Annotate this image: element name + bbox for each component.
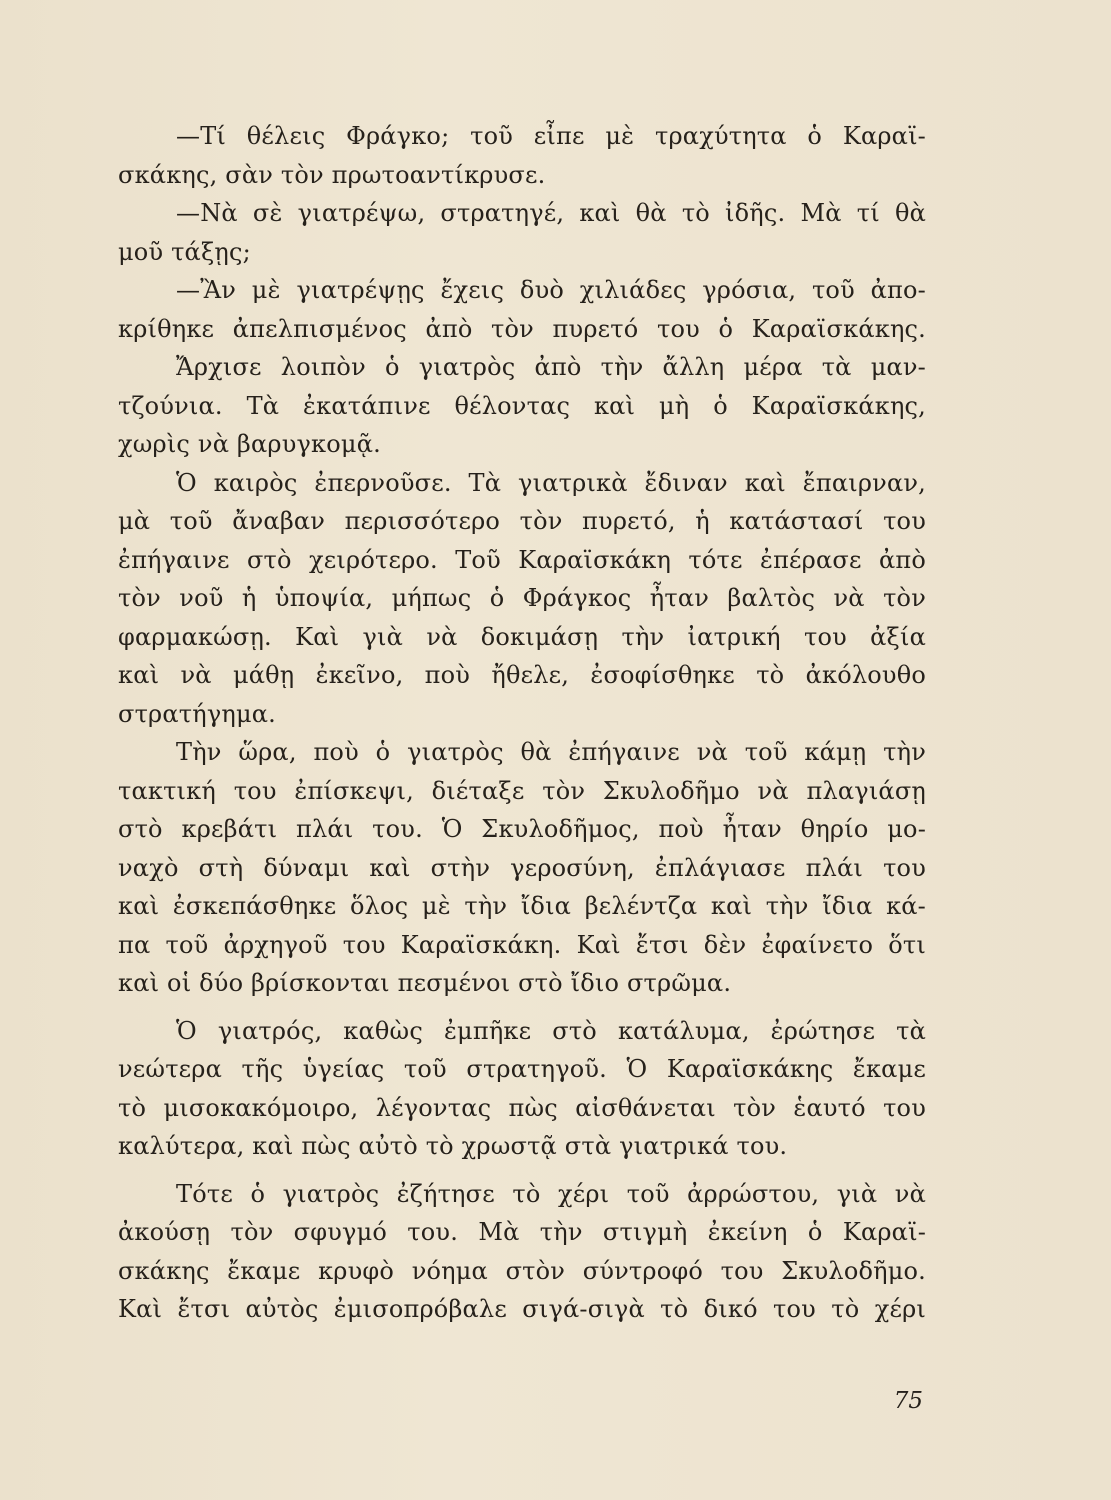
text-line: Καὶ ἔτσι αὐτὸς ἐμισοπρόβαλε σιγά-σιγὰ τὸ δικό του τὸ χέρι [118, 1295, 926, 1323]
text-line: νεώτερα τῆς ὑγείας τοῦ στρατηγοῦ. Ὁ Καραϊσκάκης ἔκαμε [118, 1055, 926, 1083]
text-line: σκάκης ἔκαμε κρυφὸ νόημα στὸν σύντροφό του Σκυλοδῆμο. [118, 1256, 926, 1285]
text-line: καὶ νὰ μάθῃ ἐκεῖνο, ποὺ ἤθελε, ἐσοφίσθηκε τὸ ἀκόλουθο [118, 661, 926, 689]
text-line: Τὴν ὥρα, ποὺ ὁ γιατρὸς θὰ ἐπήγαινε νὰ τοῦ κάμῃ τὴν [176, 738, 926, 766]
text-line: Τότε ὁ γιατρὸς ἐζήτησε τὸ χέρι τοῦ ἀρρώστου, γιὰ νὰ [176, 1179, 926, 1208]
text-line: ἐπήγαινε στὸ χειρότερο. Τοῦ Καραϊσκάκη τότε ἐπέρασε ἀπὸ [118, 545, 926, 574]
text-line: Ὁ γιατρός, καθὼς ἐμπῆκε στὸ κατάλυμα, ἐρώτησε τὰ [176, 1016, 926, 1045]
text-line: ναχὸ στὴ δύναμι καὶ στὴν γεροσύνη, ἐπλάγιασε πλάι του [118, 853, 926, 882]
text-line: Ἄρχισε λοιπὸν ὁ γιατρὸς ἀπὸ τὴν ἄλλη μέρα τὰ μαν- [176, 353, 926, 381]
text-line: καὶ οἱ δύο βρίσκονται πεσμένοι στὸ ἴδιο στρῶμα. [118, 969, 732, 997]
text-line: —Τί θέλεις Φράγκο; τοῦ εἶπε μὲ τραχύτητα ὁ Καραϊ- [176, 122, 926, 150]
text-line: μὰ τοῦ ἄναβαν περισσότερο τὸν πυρετό, ἡ κατάστασί του [118, 507, 926, 535]
text-line: τὸ μισοκακόμοιρο, λέγοντας πὼς αἰσθάνεται τὸν ἑαυτό του [118, 1093, 926, 1122]
page-number: 75 [893, 1388, 923, 1414]
text-line: τζούνια. Τὰ ἐκατάπινε θέλοντας καὶ μὴ ὁ Καραϊσκάκης, [118, 391, 926, 420]
text-line: Ὁ καιρὸς ἐπερνοῦσε. Τὰ γιατρικὰ ἔδιναν καὶ ἔπαιρναν, [176, 468, 926, 497]
text-line: τὸν νοῦ ἡ ὑποψία, μήπως ὁ Φράγκος ἦταν βαλτὸς νὰ τὸν [118, 584, 926, 612]
text-line: ἀκούσῃ τὸν σφυγμό του. Μὰ τὴν στιγμὴ ἐκείνη ὁ Καραϊ- [118, 1218, 926, 1246]
text-line: —Ἂν μὲ γιατρέψῃς ἔχεις δυὸ χιλιάδες γρόσια, τοῦ ἀπο- [176, 276, 926, 304]
text-line: σκάκης, σὰν τὸν πρωτοαντίκρυσε. [118, 160, 546, 189]
text-line: μοῦ τάξῃς; [118, 237, 251, 266]
text-line: καλύτερα, καὶ πὼς αὐτὸ τὸ χρωστᾷ στὰ γιατρικά του. [118, 1132, 788, 1160]
body-text [118, 117, 926, 1329]
text-line: καὶ ἐσκεπάσθηκε ὅλος μὲ τὴν ἴδια βελέντζα καὶ τὴν ἴδια κά- [118, 892, 926, 920]
text-line: χωρὶς νὰ βαρυγκομᾷ. [118, 430, 381, 458]
text-line: στρατήγημα. [118, 699, 276, 728]
text-line: πα τοῦ ἀρχηγοῦ του Καραϊσκάκη. Καὶ ἔτσι δὲν ἐφαίνετο ὅτι [118, 930, 926, 959]
text-line: κρίθηκε ἀπελπισμένος ἀπὸ τὸν πυρετό του ὁ Καραϊσκάκης. [118, 314, 926, 343]
text-line: φαρμακώσῃ. Καὶ γιὰ νὰ δοκιμάσῃ τὴν ἰατρική του ἀξία [118, 622, 926, 651]
text-line: τακτική του ἐπίσκεψι, διέταξε τὸν Σκυλοδῆμο νὰ πλαγιάσῃ [118, 776, 926, 805]
text-line: στὸ κρεβάτι πλάι του. Ὁ Σκυλοδῆμος, ποὺ ἦταν θηρίο μο- [118, 815, 926, 843]
text-line: —Νὰ σὲ γιατρέψω, στρατηγέ, καὶ θὰ τὸ ἰδῆς. Μὰ τί θὰ [176, 199, 926, 227]
